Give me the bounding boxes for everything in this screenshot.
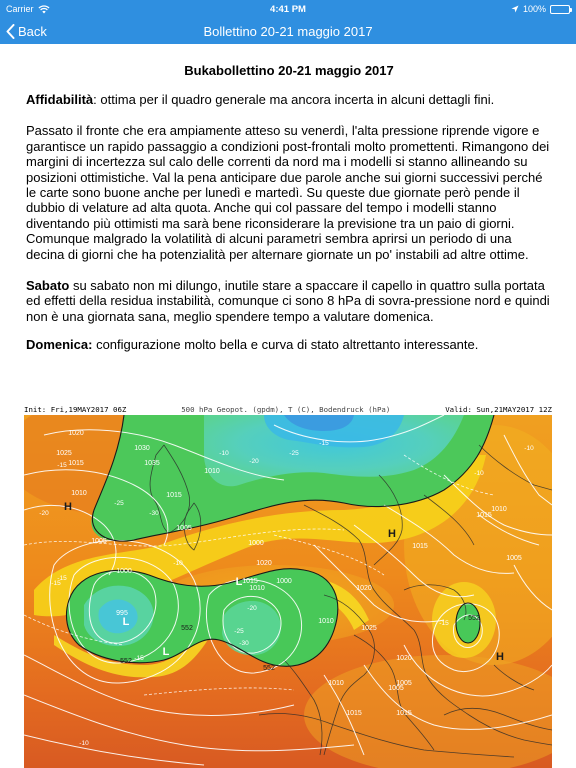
- pressure-label: 1005: [506, 555, 522, 562]
- pressure-label: 1015: [242, 578, 258, 585]
- pressure-label: 1020: [356, 585, 372, 592]
- map-header: [24, 403, 552, 415]
- temperature-label: -15: [319, 440, 329, 447]
- pressure-center-label: L: [235, 576, 243, 588]
- pressure-label: 1025: [56, 450, 72, 457]
- domenica-paragraph: [26, 337, 552, 352]
- pressure-label: 1020: [256, 560, 272, 567]
- pressure-center-label: H: [64, 501, 72, 513]
- temperature-label: -15: [51, 580, 61, 587]
- pressure-label: 1010: [204, 468, 220, 475]
- temperature-label: -20: [247, 605, 257, 612]
- back-label: Back: [18, 23, 47, 39]
- map-params-label: 500 hPa Geopot. (gpdm), T (C), Bodendruck (hPa): [181, 404, 391, 414]
- domenica-text: configurazione molto bella e curva di stato altrettanto interessante.: [92, 337, 479, 353]
- affidabilita-paragraph: [26, 92, 552, 107]
- geopotential-label: 552: [263, 665, 275, 672]
- pressure-label: 1010: [318, 618, 334, 625]
- pressure-center-label: H: [496, 651, 504, 663]
- pressure-center-label: L: [122, 616, 130, 628]
- status-left: [6, 4, 50, 14]
- temperature-label: -15: [57, 462, 67, 469]
- pressure-label: 1030: [134, 445, 150, 452]
- status-bar: [0, 0, 576, 18]
- temperature-label: -15: [134, 655, 144, 662]
- pressure-label: 1005: [91, 538, 107, 545]
- geopotential-label: 552: [181, 625, 193, 632]
- status-time: 4:41 PM: [270, 3, 306, 15]
- pressure-label: 1000: [116, 568, 132, 575]
- navigation-bar: [0, 18, 576, 44]
- article-title: Bukabollettino 20-21 maggio 2017: [184, 63, 394, 78]
- temperature-label: -10: [219, 450, 229, 457]
- temperature-label: -25: [234, 628, 244, 635]
- battery-icon: [550, 5, 570, 14]
- pressure-label: 1010: [491, 506, 507, 513]
- temperature-label: -20: [39, 510, 49, 517]
- pressure-center-label: H: [388, 528, 396, 540]
- pressure-label: 1010: [328, 680, 344, 687]
- pressure-label: 1010: [249, 585, 265, 592]
- temperature-label: -30: [239, 640, 249, 647]
- pressure-label: 1005: [176, 525, 192, 532]
- pressure-label: 1015: [166, 492, 182, 499]
- pressure-center-label: L: [162, 646, 170, 658]
- back-button[interactable]: [0, 24, 47, 39]
- pressure-label: 995: [116, 610, 128, 617]
- pressure-label: 1015: [68, 460, 84, 467]
- temperature-label: -10: [474, 470, 484, 477]
- affidabilita-label: Affidabilità: [26, 92, 94, 107]
- carrier-label: Carrier: [6, 4, 34, 14]
- geopotential-label: 552: [120, 658, 132, 665]
- map-image: [24, 415, 552, 768]
- pressure-label: 1000: [248, 540, 264, 547]
- temperature-label: -15: [439, 620, 449, 627]
- chevron-left-icon: [6, 24, 15, 39]
- location-arrow-icon: [511, 5, 519, 13]
- geopotential-label: 552: [468, 615, 480, 622]
- article-content: [26, 44, 552, 353]
- pressure-label: 1035: [144, 460, 160, 467]
- pressure-label: 1005: [396, 680, 412, 687]
- domenica-label: Domenica:: [26, 337, 93, 353]
- pressure-label: 1025: [361, 625, 377, 632]
- temperature-label: -25: [114, 500, 124, 507]
- temperature-label: -10: [524, 445, 534, 452]
- temperature-label: -15: [57, 575, 67, 582]
- pressure-label: 1000: [276, 578, 292, 585]
- map-init-label: Init: Fri,19MAY2017 06Z: [24, 404, 127, 414]
- temperature-label: -10: [173, 560, 183, 567]
- weather-map: [24, 403, 552, 768]
- nav-title: Bollettino 20-21 maggio 2017: [203, 23, 373, 39]
- temperature-label: -25: [289, 450, 299, 457]
- pressure-label: 1015: [346, 710, 362, 717]
- pressure-label: 1010: [71, 490, 87, 497]
- temperature-label: -30: [149, 510, 159, 517]
- pressure-label: 1015: [476, 512, 492, 519]
- map-valid-label: Valid: Sun,21MAY2017 12Z: [445, 404, 552, 414]
- pressure-label: 1015: [412, 543, 428, 550]
- temperature-label: -20: [249, 458, 259, 465]
- sabato-paragraph: [26, 278, 552, 324]
- pressure-label: 1020: [68, 430, 84, 437]
- temperature-label: -10: [79, 740, 89, 747]
- sabato-text: su sabato non mi dilungo, inutile stare a spaccare il capello in quattro sulla portata ed effetti della residua instabilità, comunque ci sono 8 hPa di sovra-pressione nord e quindi non è una giornata sana, meglio spendere tempo a valutare domenica.: [26, 278, 550, 324]
- wifi-icon: [38, 5, 50, 14]
- battery-percent: 100%: [522, 4, 546, 14]
- status-right: [511, 4, 570, 14]
- pressure-label: 1020: [396, 655, 412, 662]
- main-paragraph: Passato il fronte che era ampiamente atteso su venerdì, l'alta pressione riprende vigore e garantisce un rapido passaggio a condizioni post-frontali molto promettenti. Rimangono dei margini di incertezza sul calo delle correnti da nord ma i modelli si stanno allineando su posizioni ottimistiche. Val la pena anticipare due parole anche sui giorni successivi perché le carte sono buone anche per lunedì e martedì. Su queste due giornate però pende il dubbio di velature ad alta quota. Anche qui col passare del tempo i modelli stanno diventando più ottimisti ma sarà bene riconsiderare la previsione tra un paio di giorni. Comunque malgrado la volatilità di alcuni parametri sembra aprirsi un periodo di una decina di giorni che ha potenzialità per alternare giornate un po' instabili ad altre ottime.: [26, 123, 550, 262]
- pressure-label: 1005: [388, 685, 404, 692]
- sabato-label: Sabato: [26, 278, 70, 294]
- pressure-label: 1015: [396, 710, 412, 717]
- affidabilita-text: : ottima per il quadro generale ma ancora incerta in alcuni dettagli fini.: [93, 92, 495, 107]
